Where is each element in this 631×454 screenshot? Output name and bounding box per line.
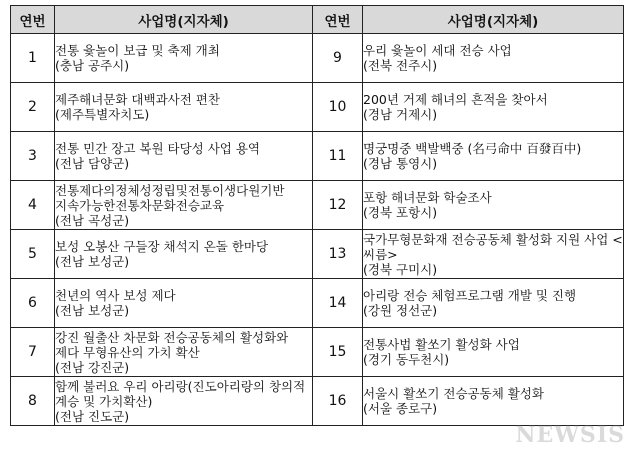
row-number: 3: [11, 132, 55, 181]
project-title: 제주해녀문화 대백과사전 편찬: [55, 92, 220, 107]
table-row: [11, 83, 624, 132]
project-cell: [55, 132, 313, 181]
project-table: [10, 5, 624, 426]
project-cell: [363, 377, 624, 426]
row-number: 12: [313, 181, 363, 230]
row-number: 7: [11, 328, 55, 377]
project-region: (전남 보성군): [55, 254, 130, 269]
project-region: (충남 공주시): [55, 58, 130, 73]
row-number: 13: [313, 230, 363, 279]
project-region: (전남 강진군): [55, 359, 130, 375]
project-title: 전통사법 활쏘기 활성화 사업: [363, 337, 520, 352]
project-cell: [55, 34, 313, 83]
project-cell: [363, 328, 624, 377]
project-title: 포항 해녀문화 학술조사: [363, 190, 492, 205]
project-region: (경기 동두천시): [363, 352, 450, 367]
project-title: 전통제다의정체성정립및전통이생다원기반 지속가능한전통차문화전승교육: [55, 182, 285, 213]
project-title: 국가무형문화재 전승공동체 활성화 지원 사업 <씨름>: [363, 231, 623, 262]
table-row: [11, 34, 624, 83]
row-number: 6: [11, 279, 55, 328]
project-region: (경남 거제시): [363, 107, 438, 122]
row-number: 2: [11, 83, 55, 132]
project-region: (경북 구미시): [363, 261, 438, 277]
header-no-right: 연번: [313, 6, 363, 34]
header-name-right: 사업명(지자체): [363, 6, 624, 34]
project-cell: [363, 181, 624, 230]
project-region: (경북 포항시): [363, 205, 438, 220]
project-region: (강원 정선군): [363, 303, 438, 318]
row-number: 4: [11, 181, 55, 230]
table-row: [11, 181, 624, 230]
project-title: 아리랑 전승 체험프로그램 개발 및 진행: [363, 288, 577, 303]
project-title: 함께 불러요 우리 아리랑(진도아리랑의 창의적 계승 및 가치확산): [55, 378, 306, 409]
row-number: 5: [11, 230, 55, 279]
row-number: 10: [313, 83, 363, 132]
project-cell: [55, 328, 313, 377]
project-title: 강진 월출산 차문화 전승공동체의 활성화와 제다 무형유산의 가치 확산: [55, 329, 289, 360]
project-cell: [55, 230, 313, 279]
header-no-left: 연번: [11, 6, 55, 34]
project-cell: [55, 377, 313, 426]
project-region: (서울 종로구): [363, 401, 438, 416]
row-number: 8: [11, 377, 55, 426]
project-region: (전남 담양군): [55, 156, 130, 171]
table-row: [11, 279, 624, 328]
project-cell: [363, 83, 624, 132]
project-title: 200년 거제 해녀의 흔적을 찾아서: [363, 92, 548, 107]
project-cell: [55, 279, 313, 328]
project-cell: [363, 279, 624, 328]
table-row: [11, 132, 624, 181]
row-number: 11: [313, 132, 363, 181]
row-number: 14: [313, 279, 363, 328]
project-cell: [363, 34, 624, 83]
project-region: (경남 통영시): [363, 156, 438, 171]
project-title: 명궁명중 백발백중 (名弓命中 百發百中): [363, 141, 582, 156]
row-number: 1: [11, 34, 55, 83]
row-number: 15: [313, 328, 363, 377]
project-title: 전통 윷놀이 보급 및 축제 개최: [55, 43, 220, 58]
project-cell: [363, 132, 624, 181]
project-title: 우리 윷놀이 세대 전승 사업: [363, 43, 512, 58]
project-region: (전북 전주시): [363, 58, 438, 73]
watermark: NEWSIS: [515, 422, 625, 448]
project-region: (전남 보성군): [55, 303, 130, 318]
project-cell: [55, 83, 313, 132]
table-row: [11, 377, 624, 426]
project-region: (전남 진도군): [55, 408, 130, 424]
project-region: (제주특별자치도): [55, 107, 150, 122]
table-row: [11, 230, 624, 279]
project-title: 서울시 활쏘기 전승공동체 활성화: [363, 386, 544, 401]
project-title: 전통 민간 장고 복원 타당성 사업 용역: [55, 141, 260, 156]
project-title: 보성 오봉산 구들장 채석지 온돌 한마당: [55, 239, 269, 254]
project-cell: [55, 181, 313, 230]
project-cell: [363, 230, 624, 279]
header-row: [11, 6, 624, 34]
project-region: (전남 곡성군): [55, 212, 130, 228]
row-number: 9: [313, 34, 363, 83]
project-title: 천년의 역사 보성 제다: [55, 288, 176, 303]
header-name-left: 사업명(지자체): [55, 6, 313, 34]
row-number: 16: [313, 377, 363, 426]
table-row: [11, 328, 624, 377]
